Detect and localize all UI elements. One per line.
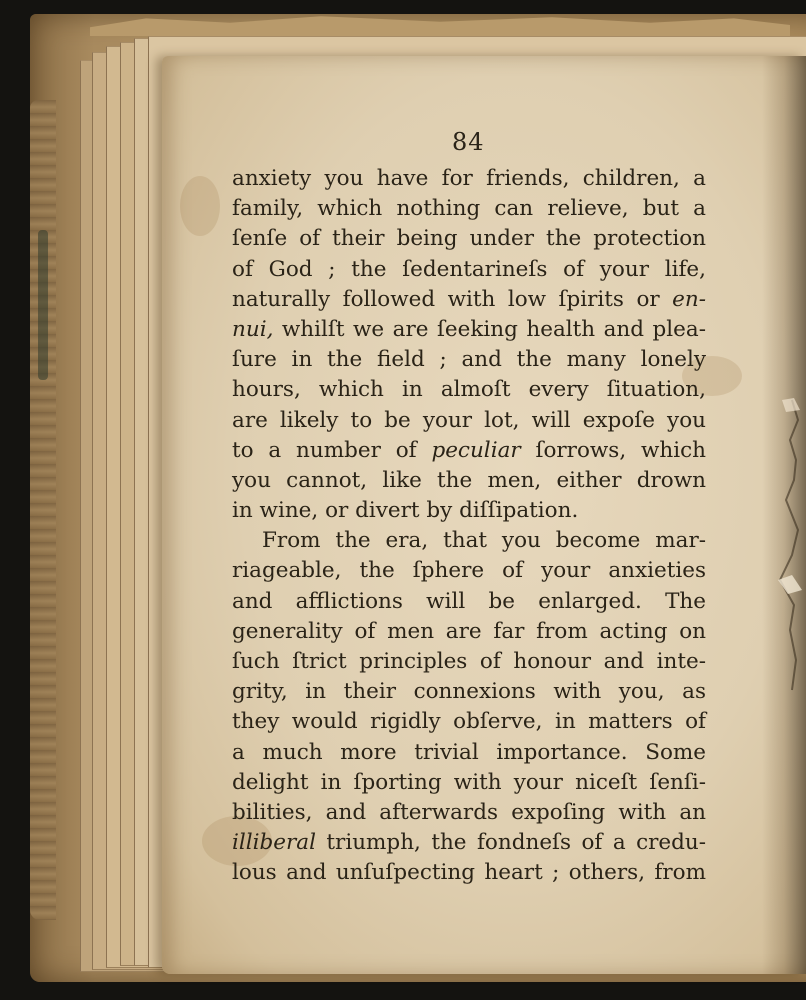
text-line: you cannot, like the men, either drown <box>232 467 706 493</box>
text-line: of God ; the ſedentarineſs of your life, <box>232 256 706 282</box>
text-line: generality of men are far from acting on <box>232 618 706 644</box>
text-line: lous and unſuſpecting heart ; others, from <box>232 860 706 886</box>
text-line: ſenſe of their being under the protection <box>232 226 706 252</box>
text-line: a much more trivial importance. Some <box>232 739 706 765</box>
text-line: are likely to be your lot, will expoſe you <box>232 407 706 433</box>
italic-text: en- <box>672 286 706 312</box>
italic-text: illiberal <box>232 830 316 856</box>
book-page <box>162 56 806 974</box>
text-line: bilities, and afterwards expoſing with an <box>232 799 706 825</box>
italic-text: peculiar <box>431 437 521 463</box>
text-line: in wine, or divert by diſſipation. <box>232 498 579 524</box>
paper-stain <box>180 176 220 236</box>
text-line: and afflictions will be enlarged. The <box>232 588 706 614</box>
text-line: nui, whilſt we are ſeeking health and plea- <box>232 316 706 342</box>
text-line: From the era, that you become mar- <box>262 528 706 554</box>
page-number: 84 <box>452 128 485 156</box>
page-text <box>232 164 706 889</box>
text-line: hours, which in almoſt every ſituation, <box>232 377 706 403</box>
text-line: ſuch ſtrict principles of honour and inte- <box>232 649 706 674</box>
worn-cover-edge <box>30 100 56 920</box>
text-line: they would rigidly obſerve, in matters of <box>232 709 706 735</box>
text-line: to a number of peculiar ſorrows, which <box>232 437 706 463</box>
text-line: riageable, the ſphere of your anxieties <box>232 558 706 584</box>
spine-stain <box>38 230 48 380</box>
italic-text: nui, <box>232 316 274 342</box>
text-line: family, which nothing can relieve, but a <box>232 196 706 222</box>
text-line: ſure in the field ; and the many lonely <box>232 347 706 373</box>
torn-page-edge <box>772 380 806 700</box>
text-line: naturally followed with low ſpirits or en- <box>232 286 706 312</box>
text-line: anxiety you have for friends, children, a <box>232 166 706 191</box>
text-line: grity, in their connexions with you, as <box>232 679 706 705</box>
text-line: delight in ſporting with your niceſt ſenſi- <box>232 769 706 795</box>
text-line: illiberal triumph, the fondneſs of a credu- <box>232 830 706 856</box>
